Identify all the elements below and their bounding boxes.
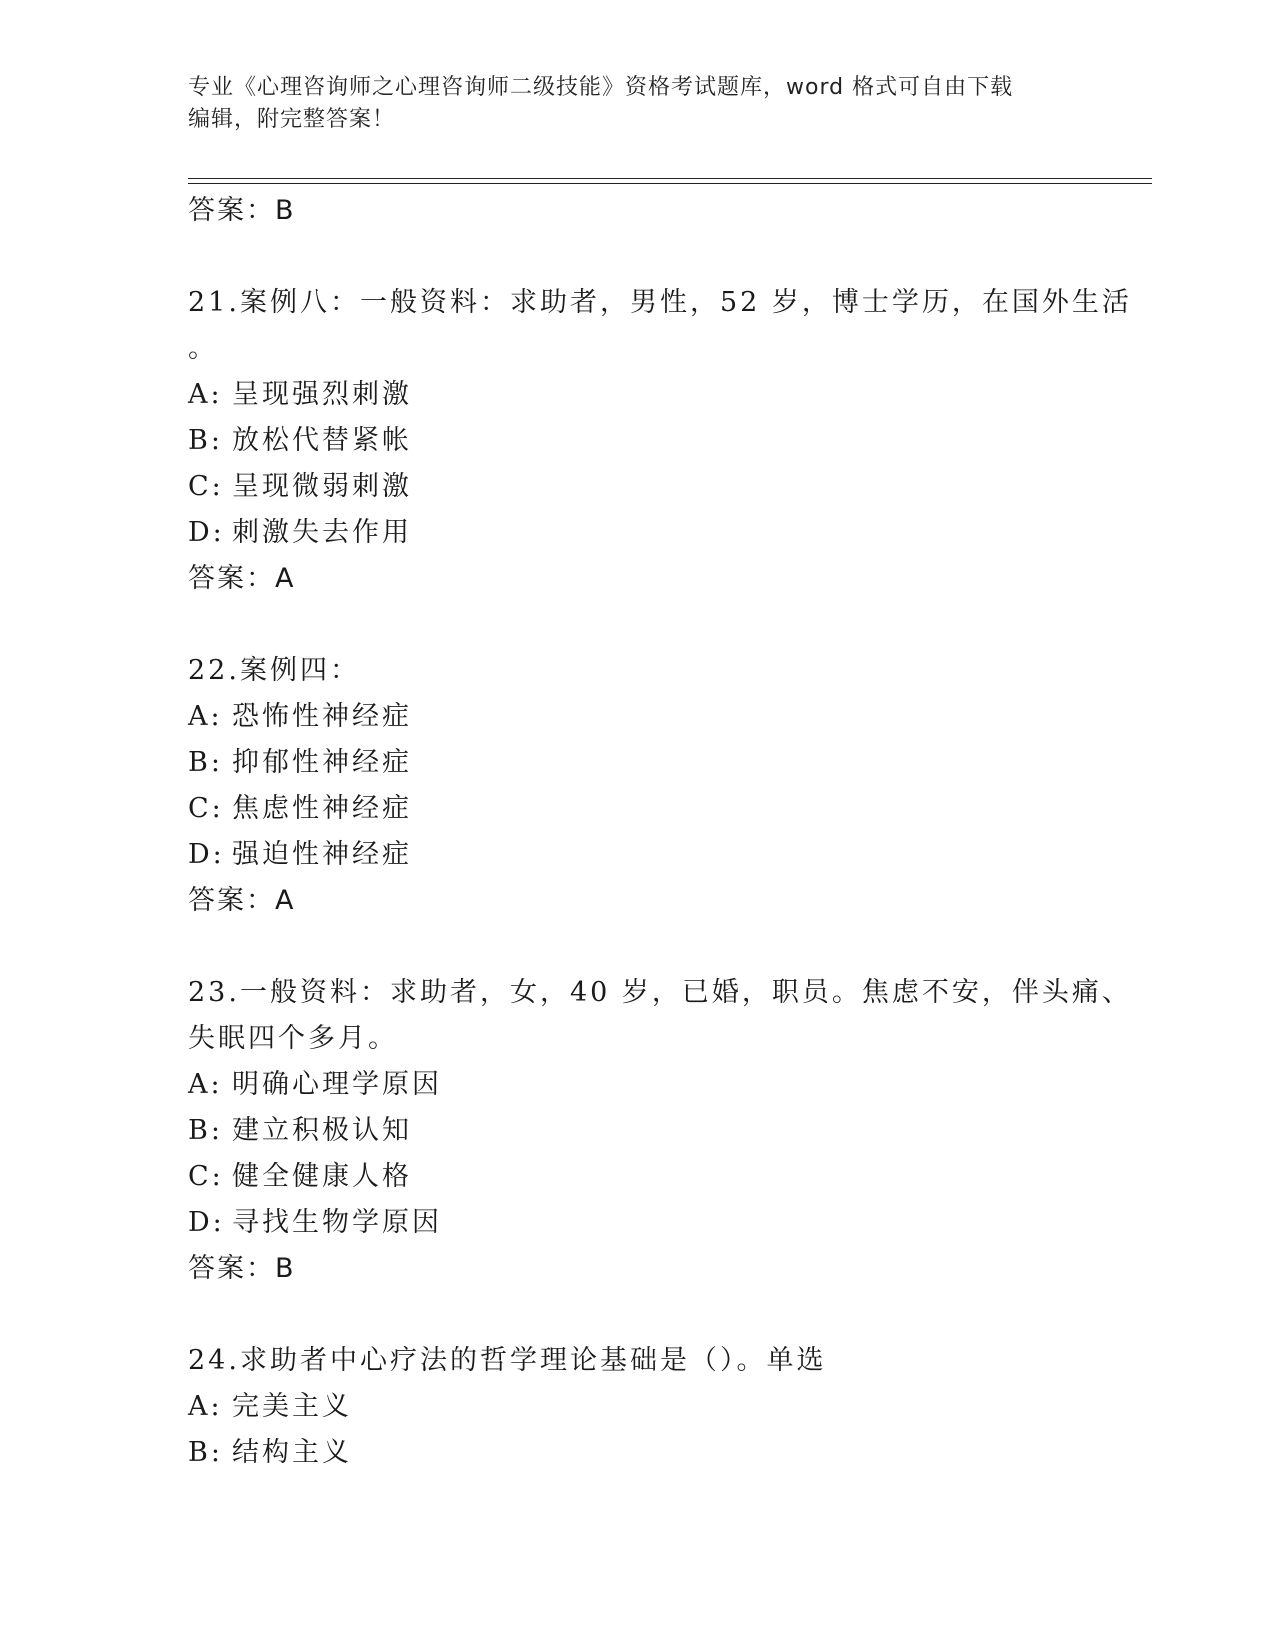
option-letter: B: <box>188 425 223 456</box>
option-letter: A: <box>188 701 223 732</box>
question-block <box>188 648 1148 924</box>
question-stem-line: 24.求助者中心疗法的哲学理论基础是（）。单选 <box>188 1345 827 1376</box>
option-c <box>188 786 1148 832</box>
option-text: 明确心理学原因 <box>232 1069 442 1100</box>
document-header <box>188 72 1068 136</box>
header-line-2: 编辑，附完整答案！ <box>188 107 396 132</box>
option-c <box>188 1154 1148 1200</box>
header-divider-top <box>188 178 1152 179</box>
option-b <box>188 1430 1148 1476</box>
question-stem-line: 。 <box>188 333 218 364</box>
option-b <box>188 418 1148 464</box>
option-letter: C: <box>188 471 224 502</box>
previous-answer: 答案：B <box>188 195 296 226</box>
option-letter: C: <box>188 1161 224 1192</box>
spacer <box>188 602 1148 648</box>
spacer <box>188 924 1148 970</box>
option-a <box>188 694 1148 740</box>
option-text: 恐怖性神经症 <box>232 701 412 732</box>
option-c <box>188 464 1148 510</box>
option-letter: B: <box>188 1437 223 1468</box>
option-text: 完美主义 <box>232 1391 352 1422</box>
option-d <box>188 1200 1148 1246</box>
option-text: 寻找生物学原因 <box>232 1207 442 1238</box>
option-b <box>188 740 1148 786</box>
option-d <box>188 510 1148 556</box>
option-letter: D: <box>188 517 225 548</box>
question-stem-line: 22.案例四： <box>188 655 360 686</box>
option-letter: B: <box>188 747 223 778</box>
option-text: 建立积极认知 <box>232 1115 412 1146</box>
option-text: 强迫性神经症 <box>232 839 412 870</box>
question-list <box>188 188 1148 1476</box>
question-stem-line: 21.案例八：一般资料：求助者，男性，52 岁，博士学历，在国外生活 <box>188 287 1132 318</box>
question-block <box>188 280 1148 602</box>
option-text: 抑郁性神经症 <box>232 747 412 778</box>
question-stem-line: 失眠四个多月。 <box>188 1023 398 1054</box>
option-a <box>188 1384 1148 1430</box>
header-divider-bottom <box>188 183 1152 184</box>
option-letter: A: <box>188 1391 223 1422</box>
option-a <box>188 372 1148 418</box>
question-answer: 答案：A <box>188 563 296 594</box>
option-d <box>188 832 1148 878</box>
option-text: 刺激失去作用 <box>232 517 412 548</box>
option-b <box>188 1108 1148 1154</box>
option-letter: A: <box>188 379 223 410</box>
option-text: 结构主义 <box>232 1437 352 1468</box>
option-letter: C: <box>188 793 224 824</box>
option-text: 放松代替紧帐 <box>232 425 412 456</box>
header-line-1: 专业《心理咨询师之心理咨询师二级技能》资格考试题库，word 格式可自由下载 <box>188 75 1014 100</box>
option-letter: B: <box>188 1115 223 1146</box>
option-a <box>188 1062 1148 1108</box>
spacer <box>188 234 1148 280</box>
option-text: 焦虑性神经症 <box>232 793 412 824</box>
question-block <box>188 970 1148 1292</box>
option-text: 健全健康人格 <box>232 1161 412 1192</box>
option-letter: A: <box>188 1069 223 1100</box>
question-answer: 答案：A <box>188 885 296 916</box>
question-block <box>188 1338 1148 1476</box>
question-stem-line: 23.一般资料：求助者，女，40 岁，已婚，职员。焦虑不安，伴头痛、 <box>188 977 1132 1008</box>
option-text: 呈现微弱刺激 <box>232 471 412 502</box>
spacer <box>188 1292 1148 1338</box>
option-text: 呈现强烈刺激 <box>232 379 412 410</box>
option-letter: D: <box>188 839 225 870</box>
question-answer: 答案：B <box>188 1253 296 1284</box>
option-letter: D: <box>188 1207 225 1238</box>
